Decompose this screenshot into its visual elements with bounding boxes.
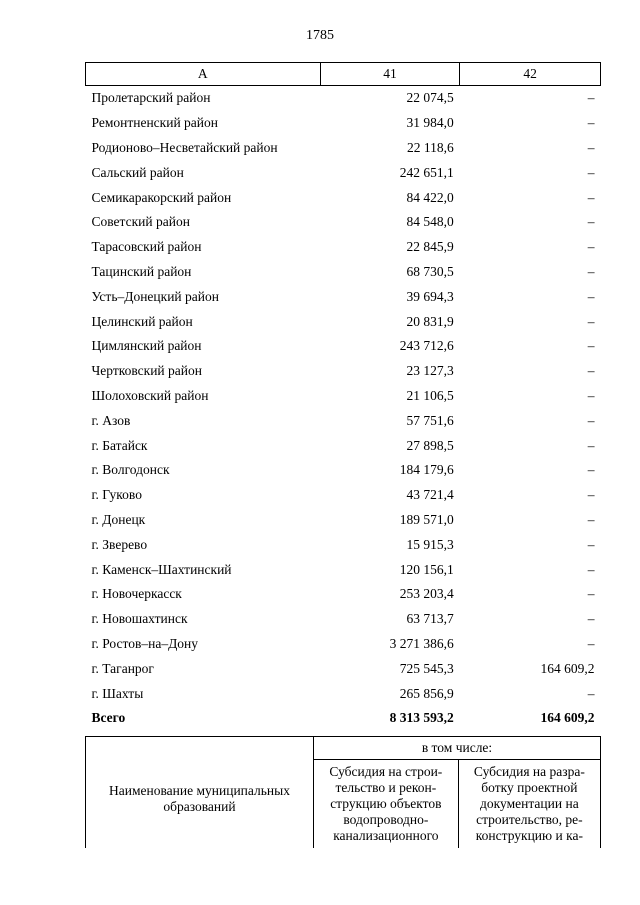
value-col-41: 22 074,5: [406, 90, 454, 106]
municipality-name: г. Ростов–на–Дону: [91, 635, 199, 651]
value-col-42: –: [587, 412, 595, 428]
municipality-name: г. Азов: [91, 412, 131, 428]
value-col-42: –: [587, 363, 595, 379]
table-row: [86, 508, 601, 533]
municipality-name: Цимлянский район: [91, 338, 202, 354]
header-line: водопроводно-: [343, 812, 429, 827]
header-line: Субсидия на строи-: [329, 764, 443, 779]
municipality-name: Тарасовский район: [91, 239, 202, 255]
table-row: [86, 334, 601, 359]
value-col-41: 184 179,6: [399, 462, 454, 478]
table-row: [86, 582, 601, 607]
value-col-41: 27 898,5: [406, 437, 454, 453]
table-row: [86, 284, 601, 309]
table-row: [86, 359, 601, 384]
table-row: [86, 384, 601, 409]
municipality-name: г. Донецк: [91, 511, 146, 527]
subsidy-header-table: [85, 736, 601, 848]
value-col-42: –: [587, 214, 595, 230]
header-line: Субсидия на разра-: [473, 764, 585, 779]
value-col-41: 20 831,9: [406, 313, 454, 329]
table-row: [86, 408, 601, 433]
value-col-42: –: [587, 239, 595, 255]
value-col-42: –: [587, 139, 595, 155]
value-col-41: 43 721,4: [406, 487, 454, 503]
municipality-name: г. Шахты: [91, 685, 144, 701]
table-row: [86, 607, 601, 632]
municipality-header-line: образований: [163, 798, 236, 814]
header-line: тельство и рекон-: [335, 780, 437, 795]
column-header-a: А: [86, 63, 321, 86]
value-col-41: 22 845,9: [406, 239, 454, 255]
value-col-42: –: [587, 611, 595, 627]
table-row: [86, 136, 601, 161]
table-row: [86, 210, 601, 235]
municipality-name: г. Новошахтинск: [91, 611, 188, 627]
value-col-41: 84 422,0: [406, 189, 454, 205]
municipality-header-line: Наименование муниципальных: [109, 782, 290, 798]
municipality-name: г. Зверево: [91, 536, 148, 552]
value-col-42: –: [587, 462, 595, 478]
municipality-name: Родионово–Несветайский район: [91, 139, 278, 155]
municipality-name: Шолоховский район: [91, 387, 209, 403]
value-col-41: 265 856,9: [399, 685, 454, 701]
value-col-41: 57 751,6: [406, 412, 454, 428]
value-col-41: 39 694,3: [406, 288, 454, 304]
municipality-name: Всего: [91, 710, 126, 726]
value-col-41: 22 118,6: [407, 139, 454, 155]
table-row: [86, 160, 601, 185]
value-col-42: –: [587, 536, 595, 552]
value-col-42: –: [587, 487, 595, 503]
municipality-name: Усть–Донецкий район: [91, 288, 219, 304]
header-line: конструкцию и ка-: [475, 828, 583, 843]
page-number: 1785: [306, 28, 334, 43]
value-col-42: –: [587, 164, 595, 180]
municipality-name: Ремонтненский район: [91, 115, 218, 131]
value-col-41: 84 548,0: [406, 214, 454, 230]
table-row: [86, 260, 601, 285]
table-row: [86, 532, 601, 557]
table-row: [86, 632, 601, 657]
value-col-42: –: [587, 387, 595, 403]
table-row: [86, 235, 601, 260]
header-line: документации на: [480, 796, 579, 811]
table-row: [86, 557, 601, 582]
value-col-41: 23 127,3: [406, 363, 454, 379]
value-col-42: 164 609,2: [540, 710, 595, 726]
value-col-42: –: [587, 263, 595, 279]
table-header-row: [86, 63, 601, 86]
value-col-41: 253 203,4: [399, 586, 454, 602]
municipality-name: Советский район: [91, 214, 190, 230]
value-col-41: 31 984,0: [406, 115, 454, 131]
header-line: струкцию объектов: [330, 796, 442, 811]
municipality-name: Чертковский район: [91, 363, 202, 379]
value-col-42: –: [587, 685, 595, 701]
value-col-41: 68 730,5: [406, 263, 454, 279]
municipality-name: Пролетарский район: [91, 90, 211, 106]
municipality-name: г. Волгодонск: [91, 462, 170, 478]
header-line: канализационного: [333, 828, 439, 843]
municipality-name: г. Батайск: [91, 437, 148, 453]
table-row: [86, 111, 601, 136]
header-line: ботку проектной: [481, 780, 578, 795]
column-header-42: 42: [460, 63, 601, 86]
municipality-name: Семикаракорский район: [91, 189, 232, 205]
value-col-41: 242 651,1: [399, 164, 454, 180]
subsidy-design-header: [458, 760, 600, 849]
value-col-42: –: [587, 511, 595, 527]
value-col-41: 725 545,3: [399, 660, 454, 676]
table-row: [86, 433, 601, 458]
table-row: [86, 483, 601, 508]
value-col-41: 21 106,5: [406, 387, 454, 403]
table-row: [86, 86, 601, 111]
value-col-42: –: [587, 189, 595, 205]
value-col-42: –: [587, 586, 595, 602]
value-col-42: –: [587, 561, 595, 577]
value-col-41: 8 313 593,2: [389, 710, 454, 726]
value-col-41: 15 915,3: [406, 536, 454, 552]
value-col-42: –: [587, 90, 595, 106]
column-header-41: 41: [320, 63, 460, 86]
value-col-42: –: [587, 115, 595, 131]
value-col-41: 189 571,0: [399, 511, 454, 527]
value-col-42: –: [587, 338, 595, 354]
value-col-41: 120 156,1: [399, 561, 454, 577]
subsidy-construction-header: [314, 760, 459, 849]
including-header: в том числе:: [314, 737, 601, 760]
municipality-name: Тацинский район: [91, 263, 192, 279]
municipality-name-header: [86, 737, 314, 849]
table-row: [86, 681, 601, 706]
table-row: [86, 656, 601, 681]
value-col-42: –: [587, 313, 595, 329]
table-row: [86, 185, 601, 210]
table-row: [86, 458, 601, 483]
municipality-name: Целинский район: [91, 313, 193, 329]
value-col-41: 243 712,6: [399, 338, 454, 354]
municipality-name: г. Каменск–Шахтинский: [91, 561, 232, 577]
header-line: строительство, ре-: [476, 812, 583, 827]
value-col-42: –: [587, 635, 595, 651]
value-col-42: –: [587, 288, 595, 304]
value-col-42: –: [587, 437, 595, 453]
value-col-42: 164 609,2: [540, 660, 595, 676]
budget-table: [85, 62, 601, 731]
municipality-name: г. Гуково: [91, 487, 142, 503]
municipality-name: г. Таганрог: [91, 660, 154, 676]
value-col-41: 3 271 386,6: [389, 635, 454, 651]
value-col-41: 63 713,7: [406, 611, 454, 627]
table-row: [86, 309, 601, 334]
municipality-name: Сальский район: [91, 164, 184, 180]
total-row: [86, 706, 601, 731]
municipality-name: г. Новочеркасск: [91, 586, 182, 602]
